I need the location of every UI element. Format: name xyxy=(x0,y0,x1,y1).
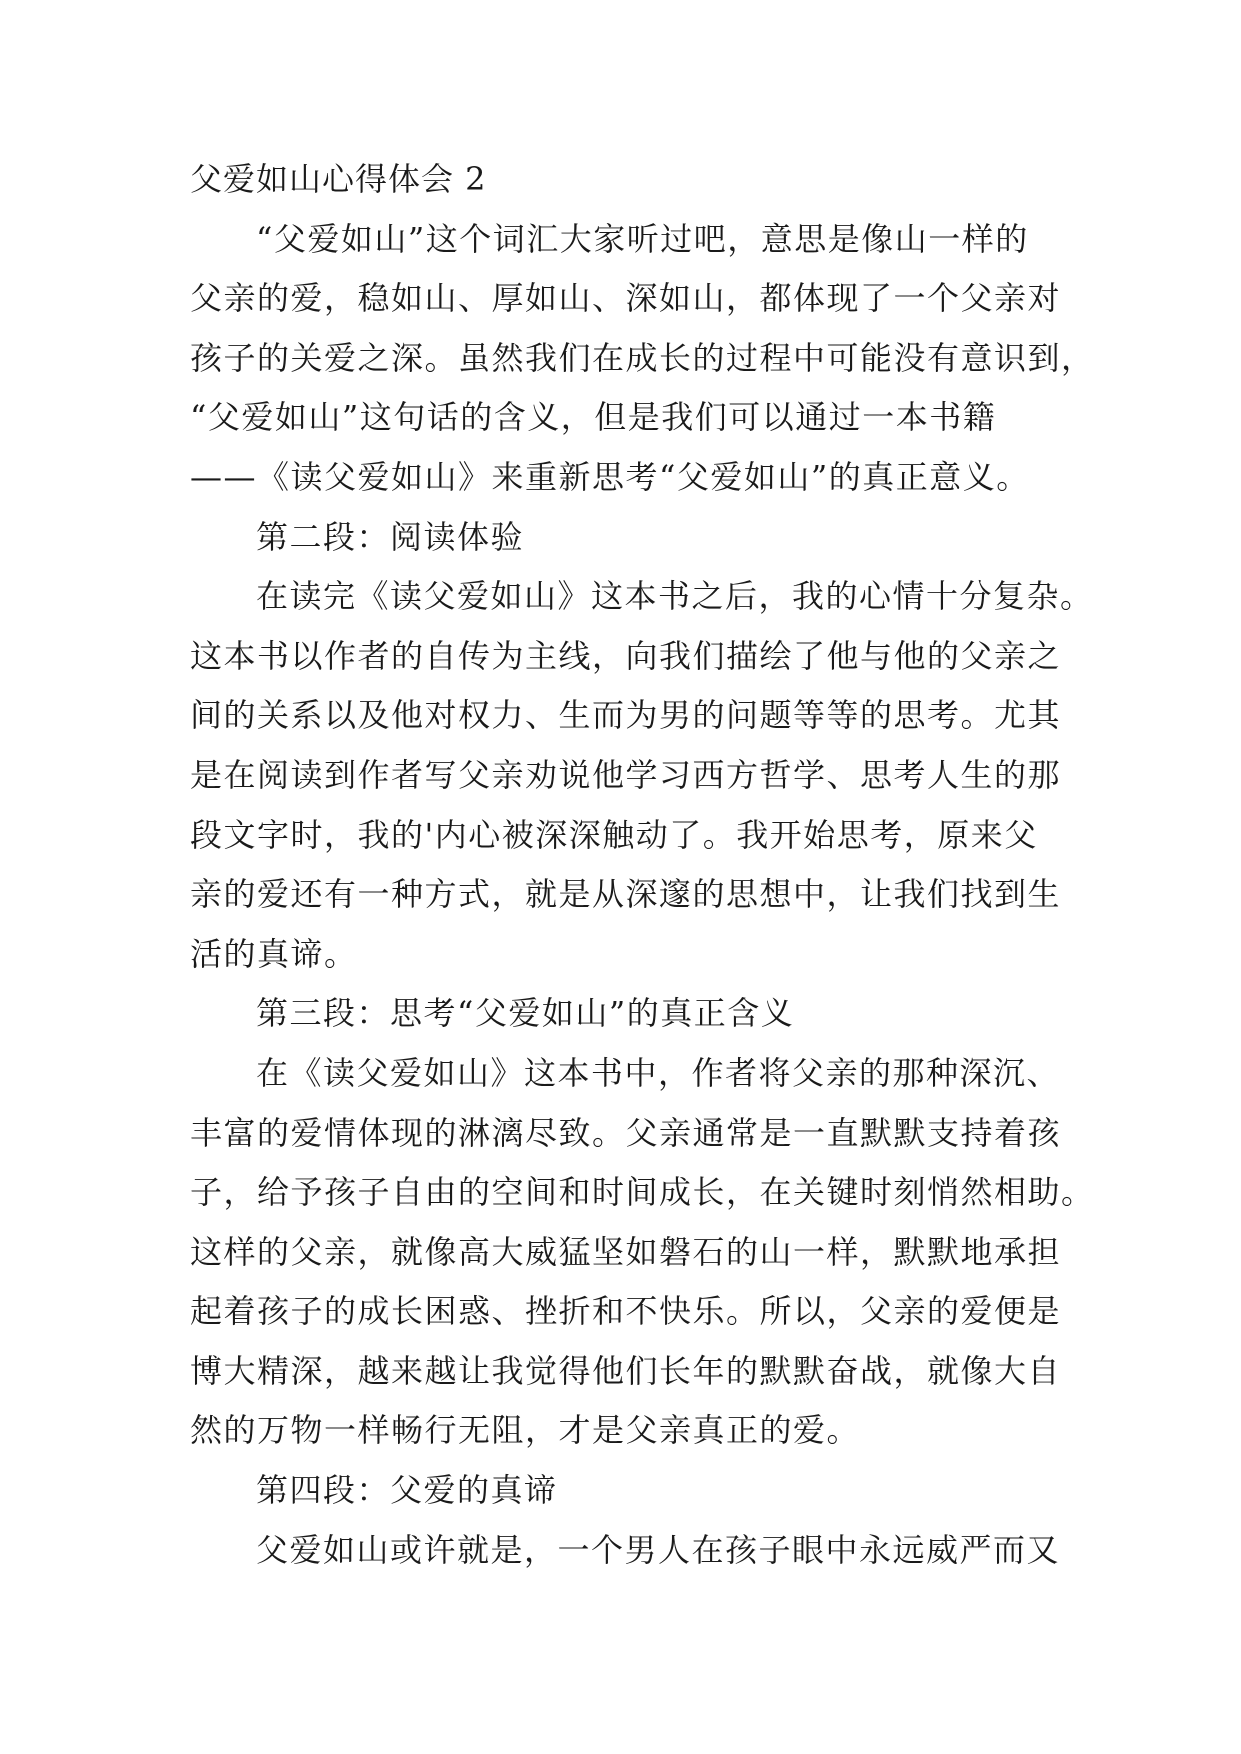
paragraph-line: 父亲的爱，稳如山、厚如山、深如山，都体现了一个父亲对 xyxy=(190,279,1062,318)
document-title: 父爱如山心得体会 2 xyxy=(190,160,487,198)
section-heading: 第四段：父爱的真谛 xyxy=(256,1471,558,1510)
paragraph-line: 子，给予孩子自由的空间和时间成长，在关键时刻悄然相助。 xyxy=(190,1173,1095,1212)
section-heading: 第二段：阅读体验 xyxy=(256,517,525,556)
paragraph-line: 亲的爱还有一种方式，就是从深邃的思想中，让我们找到生 xyxy=(190,875,1062,914)
paragraph-line: 起着孩子的成长困惑、挫折和不快乐。所以，父亲的爱便是 xyxy=(190,1292,1062,1331)
paragraph-line: “父爱如山”这个词汇大家听过吧，意思是像山一样的 xyxy=(256,219,1029,258)
section-heading: 第三段：思考“父爱如山”的真正含义 xyxy=(256,994,795,1033)
paragraph-line: 在《读父爱如山》这本书中，作者将父亲的那种深沉、 xyxy=(256,1053,1061,1092)
paragraph-line: 这本书以作者的自传为主线，向我们描绘了他与他的父亲之 xyxy=(190,636,1062,675)
paragraph-line: 然的万物一样畅行无阻，才是父亲真正的爱。 xyxy=(190,1411,861,1450)
paragraph-line: 是在阅读到作者写父亲劝说他学习西方哲学、思考人生的那 xyxy=(190,755,1062,794)
document-body xyxy=(190,150,1095,1580)
paragraph-line: 在读完《读父爱如山》这本书之后，我的心情十分复杂。 xyxy=(256,577,1094,616)
paragraph-line: 孩子的关爱之深。虽然我们在成长的过程中可能没有意识到， xyxy=(190,338,1095,377)
paragraph-line: 父爱如山或许就是，一个男人在孩子眼中永远威严而又 xyxy=(256,1530,1061,1569)
paragraph-line: 间的关系以及他对权力、生而为男的问题等等的思考。尤其 xyxy=(190,696,1062,735)
paragraph-line: 博大精深，越来越让我觉得他们长年的默默奋战，就像大自 xyxy=(190,1351,1062,1390)
paragraph-line: 段文字时，我的'内心被深深触动了。我开始思考，原来父 xyxy=(190,815,1038,854)
paragraph-line: 这样的父亲，就像高大威猛坚如磐石的山一样，默默地承担 xyxy=(190,1232,1062,1271)
paragraph-line: ——《读父爱如山》来重新思考“父爱如山”的真正意义。 xyxy=(190,457,1030,496)
paragraph-line: 丰富的爱情体现的淋漓尽致。父亲通常是一直默默支持着孩 xyxy=(190,1113,1062,1152)
paragraph-line: “父爱如山”这句话的含义，但是我们可以通过一本书籍 xyxy=(190,398,997,437)
paragraph-line: 活的真谛。 xyxy=(190,934,358,973)
